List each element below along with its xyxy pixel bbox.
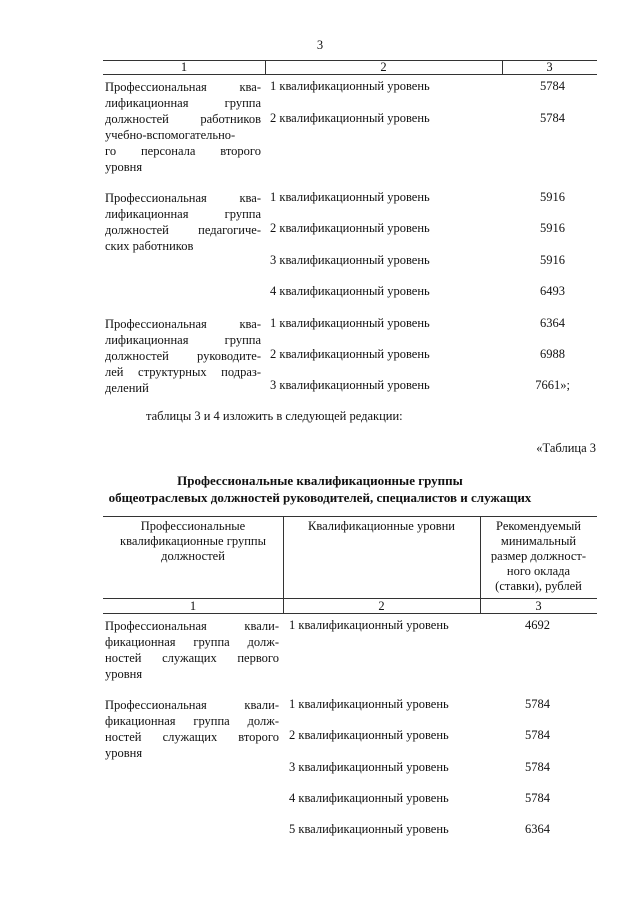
table1-group3-name-line: делений — [105, 381, 149, 395]
table2-header-col3-line: Рекомендуемый — [496, 519, 581, 533]
page-number: 3 — [316, 38, 324, 52]
table1-group3-value-1: 6364 — [540, 316, 565, 330]
table1-group2-name-line: должностей педагогиче- — [105, 223, 261, 237]
table2-header-col1-line: Профессиональные — [140, 519, 246, 533]
table2-colnum-3: 3 — [535, 599, 542, 613]
table2-group1-name-line: ностей служащих первого — [105, 651, 279, 665]
table2-group2-value-2: 5784 — [525, 728, 550, 742]
table2-top-rule — [103, 516, 597, 517]
table1-group3-name-line: лификационная группа — [105, 333, 261, 347]
table1-colnum-2: 2 — [380, 60, 387, 74]
table2-header-col3-line: ного оклада — [506, 564, 571, 578]
table1-group2-name-line: ских работников — [105, 239, 194, 253]
table1-group1-name-line: лификационная группа — [105, 96, 261, 110]
table1-group3-name — [105, 316, 261, 396]
table1-group2-level-2: 2 квалификационный уровень — [270, 221, 430, 235]
table1-group3-level-3: 3 квалификационный уровень — [270, 378, 430, 392]
table1-group3-value-3: 7661»; — [535, 378, 570, 392]
table1-group3-level-2: 2 квалификационный уровень — [270, 347, 430, 361]
table1-group1-value-2: 5784 — [540, 111, 565, 125]
table2-header-col1-line: должностей — [161, 549, 225, 563]
table2-group2-level-4: 4 квалификационный уровень — [289, 791, 449, 805]
table1-group2-value-3: 5916 — [540, 253, 565, 267]
table2-group2-value-5: 6364 — [525, 822, 550, 836]
table2-group1-value-1: 4692 — [525, 618, 550, 632]
table-title-line-1: Профессиональные квалификационные группы — [177, 473, 463, 488]
table1-group1-name-line: уровня — [105, 160, 143, 174]
table1-group2-level-3: 3 квалификационный уровень — [270, 253, 430, 267]
amendment-paragraph: таблицы 3 и 4 изложить в следующей редакции: — [146, 409, 403, 423]
table1-group1-name-line: должностей работников — [105, 112, 261, 126]
table-title-line-2: общеотраслевых должностей руководителей, специалистов и служащих — [108, 490, 532, 505]
table2-header-col1 — [103, 519, 283, 564]
table2-group2-level-1: 1 квалификационный уровень — [289, 697, 449, 711]
table1-group1-name — [105, 79, 261, 175]
table2-header-col3-line: (ставки), рублей — [495, 579, 582, 593]
table2-colnum-1: 1 — [189, 599, 197, 613]
table2-group2-value-1: 5784 — [525, 697, 550, 711]
table1-group2-name — [105, 190, 261, 254]
table2-group2-name-line: фикационная группа долж- — [105, 714, 279, 728]
table2-group2-value-3: 5784 — [525, 760, 550, 774]
table2-group2-level-5: 5 квалификационный уровень — [289, 822, 449, 836]
table2-header-col3-line: минимальный — [500, 534, 577, 548]
table2-header-col3 — [480, 519, 597, 594]
table1-group2-name-line: Профессиональная ква- — [105, 191, 261, 205]
table1-group2-name-line: лификационная группа — [105, 207, 261, 221]
table2-group2-value-4: 5784 — [525, 791, 550, 805]
table1-group3-name-line: Профессиональная ква- — [105, 317, 261, 331]
table1-group1-name-line: Профессиональная ква- — [105, 80, 261, 94]
table2-group2-level-3: 3 квалификационный уровень — [289, 760, 449, 774]
table1-group1-level-2: 2 квалификационный уровень — [270, 111, 430, 125]
table1-group1-level-1: 1 квалификационный уровень — [270, 79, 430, 93]
table1-group3-name-line: должностей руководите- — [105, 349, 261, 363]
table2-header-col2 — [283, 519, 480, 534]
table2-colnum-2: 2 — [378, 599, 385, 613]
table1-group1-value-1: 5784 — [540, 79, 565, 93]
table1-group3-value-2: 6988 — [540, 347, 565, 361]
table2-group1-name-line: уровня — [105, 667, 143, 681]
table2-group1-name — [105, 618, 279, 682]
table1-group3-level-1: 1 квалификационный уровень — [270, 316, 430, 330]
table2-header-col3-line: размер должност- — [490, 549, 587, 563]
table2-group1-name-line: фикационная группа долж- — [105, 635, 279, 649]
table1-group1-name-line: учебно-вспомогательно- — [105, 128, 236, 142]
table1-group1-name-line: го персонала второго — [105, 144, 261, 158]
table2-header-col1-line: квалификационные группы — [120, 534, 266, 548]
table1-group2-value-2: 5916 — [540, 221, 565, 235]
table1-colnum-3: 3 — [546, 60, 553, 74]
table2-header-col2-line: Квалификационные уровни — [308, 519, 455, 533]
table1-group2-value-4: 6493 — [540, 284, 565, 298]
table2-group1-name-line: Профессиональная квали- — [105, 619, 279, 633]
table2-group2-name-line: Профессиональная квали- — [105, 698, 279, 712]
table2-group2-name-line: ностей служащих второго — [105, 730, 279, 744]
table1-group3-name-line: лей структурных подраз- — [105, 365, 261, 379]
table2-group2-level-2: 2 квалификационный уровень — [289, 728, 449, 742]
table2-group2-name-line: уровня — [105, 746, 143, 760]
table2-group1-level-1: 1 квалификационный уровень — [289, 618, 449, 632]
table1-group2-level-1: 1 квалификационный уровень — [270, 190, 430, 204]
table-label: «Таблица 3 — [536, 441, 596, 455]
table1-colnum-1: 1 — [180, 60, 188, 74]
table1-group2-level-4: 4 квалификационный уровень — [270, 284, 430, 298]
table1-group2-value-1: 5916 — [540, 190, 565, 204]
table2-group2-name — [105, 697, 279, 761]
